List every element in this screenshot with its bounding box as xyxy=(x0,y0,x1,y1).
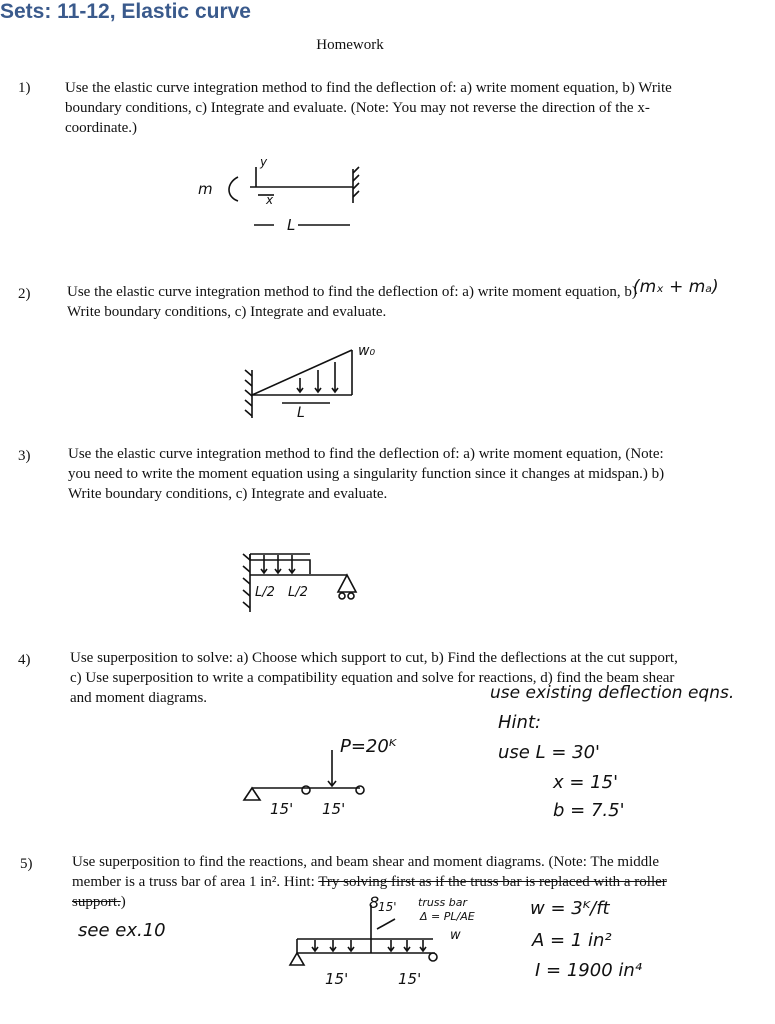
x-label: x xyxy=(266,193,274,207)
span-label-2: 15' xyxy=(322,800,346,818)
roller-right xyxy=(429,953,437,961)
truss-callout xyxy=(377,919,395,929)
roller xyxy=(339,593,345,599)
problem-4-text: Use superposition to solve: a) Choose which support to cut, b) Find the deflections at the cut support, c) Use superposition to write a compatibility equation and solve for reactions, d) find the beam shear and moment diagrams. xyxy=(70,650,678,706)
load-value: w = 3ᴷ/ft xyxy=(530,898,610,919)
delta-formula: Δ = PL/AE xyxy=(420,910,475,923)
problem-2-text: Use the elastic curve integration method to find the deflection of: a) write moment equation, b) Write boundary conditions, c) Integrate and evaluate. xyxy=(67,284,637,320)
moment-arrow xyxy=(229,177,238,201)
area-value: A = 1 in² xyxy=(532,930,612,951)
length-label: L xyxy=(297,405,305,421)
length-label: L xyxy=(287,216,296,234)
truss-bar-label: truss bar xyxy=(418,896,468,909)
wall-hatch xyxy=(243,554,250,608)
problem-1-number: 1) xyxy=(18,80,31,96)
homework-heading: Homework xyxy=(316,37,384,53)
load-arrows xyxy=(297,362,338,392)
y-label: y xyxy=(260,155,268,169)
problem-4-number: 4) xyxy=(18,652,31,668)
w0-label: w₀ xyxy=(358,343,376,359)
span-label-1: 15' xyxy=(270,800,294,818)
roller xyxy=(348,593,354,599)
problem-2-number: 2) xyxy=(18,286,31,302)
truss-length: 15' xyxy=(378,900,397,914)
note-existing-eqns: use existing deflection eqns. xyxy=(490,683,735,703)
inertia-value: I = 1900 in⁴ xyxy=(535,960,642,981)
w-label: w xyxy=(450,928,461,943)
problem-5-number: 5) xyxy=(20,856,33,872)
load-arrows xyxy=(261,555,295,573)
pin-support-left xyxy=(290,953,304,965)
span-label-1: 15' xyxy=(325,970,349,988)
half-span-label-1: L/2 xyxy=(255,585,275,600)
half-span-label-2: L/2 xyxy=(288,585,308,600)
point-load-arrow xyxy=(328,750,336,786)
moment-label: m xyxy=(198,180,213,198)
fixed-support-hatch xyxy=(353,167,359,197)
wall-hatch xyxy=(245,370,252,416)
problem-3-number: 3) xyxy=(18,448,31,464)
problem-1-text: Use the elastic curve integration method to find the deflection of: a) write moment equation, b) Write boundary conditions, c) Integrate and evaluate. (Note: You may not reverse the direction of the x-coordinate.) xyxy=(65,80,672,136)
pin-support xyxy=(338,575,356,592)
span-label-2: 15' xyxy=(398,970,422,988)
problem-5-text-b: ) xyxy=(120,894,126,910)
moment-note: (mₓ + mₐ) xyxy=(633,277,719,297)
hint-label: Hint: xyxy=(498,712,542,733)
hint-b-value: b = 7.5' xyxy=(553,800,625,821)
truss-number: 8 xyxy=(369,893,380,912)
pin-support-left xyxy=(244,788,260,800)
see-example-note: see ex.10 xyxy=(78,920,166,941)
problem-3-text: Use the elastic curve integration method to find the deflection of: a) write moment equation, (Note: you need to write the moment equation using a singularity function since it changes at midspan.) b) Write boundary conditions, c) Integrate and evaluate. xyxy=(68,446,665,502)
load-arrows xyxy=(312,940,426,951)
problem-3-diagram xyxy=(232,540,372,615)
problem-5-text-a: Use superposition to find the reactions, and beam shear and moment diagrams. (Note: The middle member is a truss bar of area 1 in². Hint: xyxy=(72,854,660,890)
load-label: P=20ᴷ xyxy=(340,736,397,757)
problem-1-diagram xyxy=(190,155,370,235)
page-title: Sets: 11-12, Elastic curve xyxy=(0,0,251,23)
problem-5-struck-hint: Try solving first as if the truss bar is replaced with a roller support. xyxy=(72,874,667,910)
hint-x-value: x = 15' xyxy=(553,772,619,793)
hint-L-value: use L = 30' xyxy=(498,742,600,763)
